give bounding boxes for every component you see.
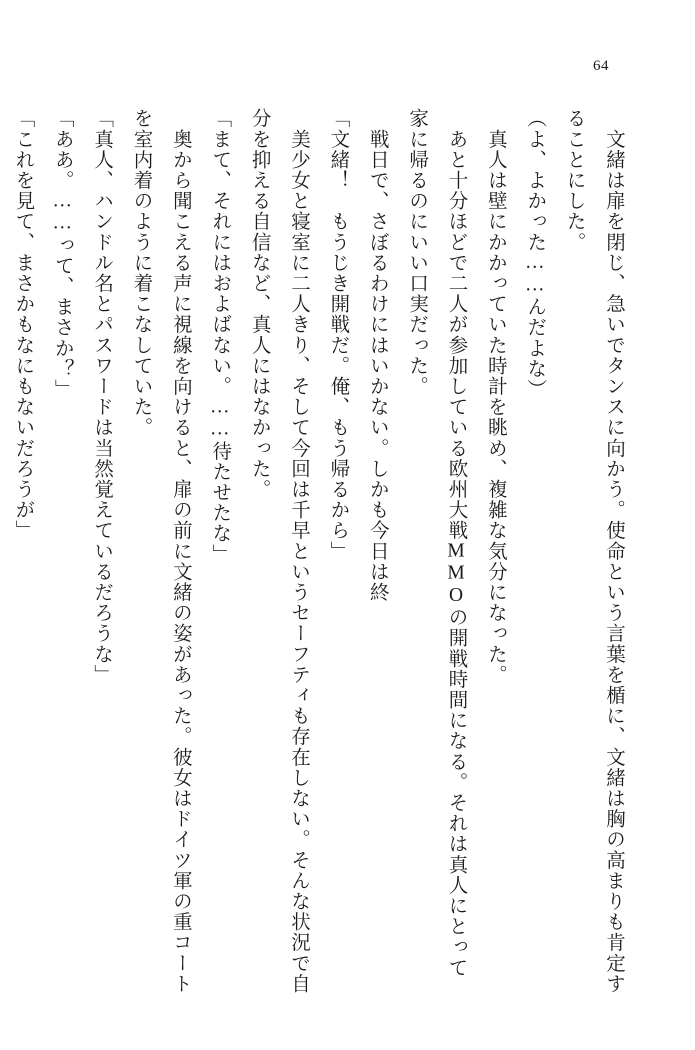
page-number: 64 — [593, 58, 609, 74]
vertical-text-body — [12, 108, 633, 998]
paragraph: 「ああ。……って、まさか？」 — [51, 108, 73, 400]
paragraph: 「文緒！ もうじき開戦だ。俺、もう帰るから」 — [327, 108, 349, 562]
paragraph: 「これを見て、まさかもなにもないだろうが」 — [12, 108, 34, 541]
paragraph: 奥から聞こえる声に視線を向けると、扉の前に文緒の姿があった。彼女はドイツ軍の重コートを室内着のように着こなしていた。 — [130, 108, 191, 994]
paragraph: 戦日で、さぼるわけにはいかない。しかも今日は終 — [366, 108, 388, 603]
paragraph: 「真人、ハンドル名とパスワードは当然覚えているだろうな」 — [91, 108, 113, 685]
paragraph: （よ、よかった……んだよな） — [524, 108, 546, 400]
paragraph: あと十分ほどで二人が参加している欧州大戦MMOの開戦時間になる。それは真人にとって家に帰るのにいい口実だった。 — [406, 108, 467, 978]
paragraph: 美少女と寝室に二人きり、そして今回は千早というセーフティも存在しない。そんな状況で自分を抑える自信など、真人にはなかった。 — [248, 108, 309, 994]
paragraph: 「まて、それにはおよばない。……待たせたな」 — [209, 108, 231, 565]
paragraph: 真人は壁にかかっていた時計を眺め、複雑な気分になった。 — [484, 108, 506, 685]
paragraph — [0, 108, 3, 998]
paragraph: 文緒は扉を閉じ、急いでタンスに向かう。使命という言葉を楯に、文緒は胸の高まりも肯定することにした。 — [563, 108, 624, 994]
